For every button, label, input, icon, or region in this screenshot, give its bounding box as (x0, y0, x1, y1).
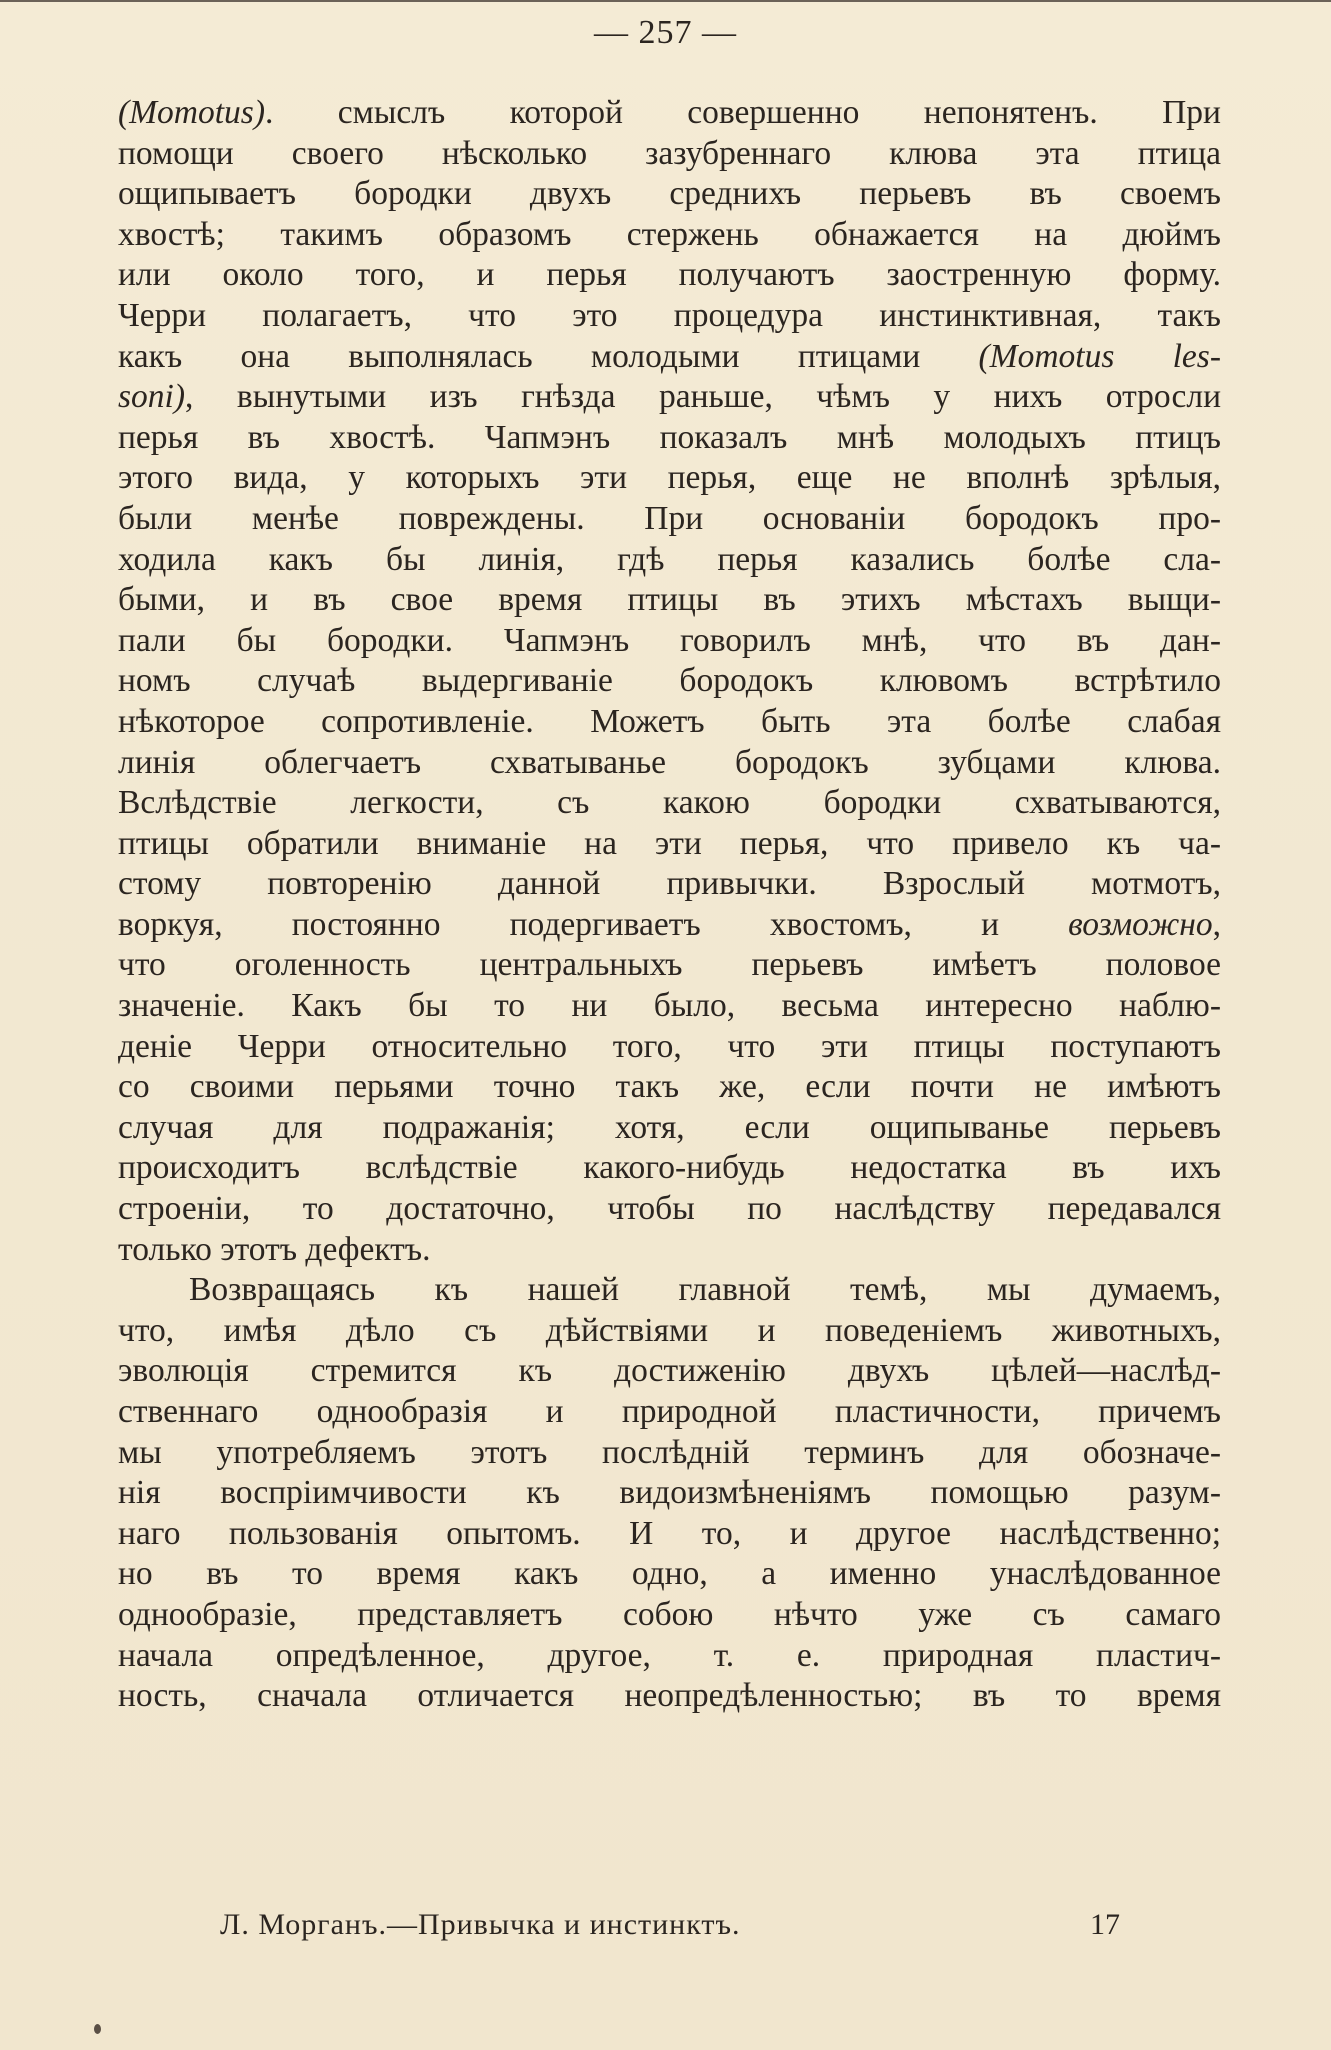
text-line (118, 215, 1221, 256)
text-line (118, 864, 1221, 905)
text-run: воркуя, постоянно подергиваетъ хвостомъ, и (118, 905, 1069, 943)
text-run: происходитъ вслѣдствіе какого-нибудь недостатка въ ихъ (118, 1149, 1221, 1187)
italic-text: (Momotus les- (978, 337, 1221, 375)
text-run: только этотъ дефектъ. (118, 1230, 431, 1268)
text-line (118, 1554, 1221, 1595)
text-line (118, 134, 1221, 175)
text-line (118, 783, 1221, 824)
text-line (118, 1067, 1221, 1108)
text-line (118, 337, 1221, 378)
text-line (118, 1351, 1221, 1392)
text-run: птицы обратили вниманіе на эти перья, что привело къ ча- (118, 824, 1221, 862)
text-run: Вслѣдствіе легкости, съ какою бородки схватываются, (118, 784, 1221, 822)
text-run: быми, и въ свое время птицы въ этихъ мѣстахъ выщи- (118, 581, 1221, 619)
text-run: этого вида, у которыхъ эти перья, еще не вполнѣ зрѣлыя, (118, 459, 1221, 497)
text-line (118, 540, 1221, 581)
text-line (118, 1514, 1221, 1555)
text-run: однообразіе, представляетъ собою нѣчто уже съ самаго (118, 1595, 1221, 1633)
text-line (118, 174, 1221, 215)
text-line (118, 743, 1221, 784)
text-line (118, 661, 1221, 702)
text-line (118, 377, 1221, 418)
text-run: эволюція стремится къ достиженію двухъ цѣлей—наслѣд- (118, 1352, 1221, 1390)
text-run: Возвращаясь къ нашей главной темѣ, мы думаемъ, (189, 1271, 1221, 1309)
text-run: были менѣе повреждены. При основаніи бородокъ про- (118, 499, 1221, 537)
text-run: стому повторенію данной привычки. Взрослый мотмотъ, (118, 865, 1221, 903)
text-line (118, 824, 1221, 865)
text-run: ственнаго однообразія и природной пластичности, причемъ (118, 1393, 1221, 1430)
text-line (118, 945, 1221, 986)
text-line (118, 1433, 1221, 1474)
text-run: ощипываетъ бородки двухъ среднихъ перьевъ въ своемъ (118, 175, 1221, 213)
text-line (118, 986, 1221, 1027)
text-run: случая для подражанія; хотя, если ощипыванье перьевъ (118, 1108, 1221, 1146)
text-line (118, 621, 1221, 662)
text-line (118, 580, 1221, 621)
text-line (118, 1108, 1221, 1149)
text-run: значеніе. Какъ бы то ни было, весьма интересно наблю- (118, 987, 1221, 1025)
text-run: номъ случаѣ выдергиваніе бородокъ клювомъ встрѣтило (118, 662, 1221, 700)
text-line (118, 418, 1221, 459)
text-line (118, 93, 1221, 134)
text-run: ность, сначала отличается неопредѣленностью; въ то время (118, 1677, 1221, 1715)
text-run: что оголенность центральныхъ перьевъ имѣетъ половое (118, 946, 1221, 984)
text-run: Черри полагаетъ, что это процедура инстинктивная, такъ (118, 296, 1221, 334)
italic-text: soni) (118, 378, 185, 416)
text-run: помощи своего нѣсколько зазубреннаго клюва эта птица (118, 134, 1221, 172)
italic-text: возможно (1068, 905, 1213, 943)
top-edge-rule (0, 0, 1331, 2)
text-line (118, 1473, 1221, 1514)
text-run: или около того, и перья получаютъ заостренную форму. (118, 256, 1221, 294)
text-run: мы употребляемъ этотъ послѣдній терминъ для обозначе- (118, 1433, 1221, 1471)
text-run: но въ то время какъ одно, а именно унаслѣдованное (118, 1555, 1221, 1593)
text-run: нія воспріимчивости къ видоизмѣненіямъ помощью разум- (118, 1474, 1221, 1512)
text-run: ходила какъ бы линія, гдѣ перья казались болѣе сла- (118, 540, 1221, 578)
text-line (118, 1311, 1221, 1352)
text-line (118, 255, 1221, 296)
text-line (118, 1230, 1221, 1271)
body-text (118, 93, 1221, 1717)
text-run: строеніи, то достаточно, чтобы по наслѣдству передавался (118, 1190, 1221, 1228)
text-line (118, 1270, 1221, 1311)
text-line (118, 905, 1221, 946)
text-line (118, 1392, 1221, 1433)
text-line (118, 1595, 1221, 1636)
text-line (118, 1148, 1221, 1189)
text-run: деніе Черри относительно того, что эти птицы поступаютъ (118, 1027, 1221, 1065)
footer-signature: Л. Морганъ.—Привычка и инстинктъ. (220, 1908, 741, 1941)
text-line (118, 702, 1221, 743)
text-run: хвостѣ; такимъ образомъ стержень обнажается на дюймъ (118, 215, 1221, 253)
text-run: со своими перьями точно такъ же, если почти не имѣютъ (118, 1068, 1221, 1106)
text-line (118, 1189, 1221, 1230)
text-run: . смыслъ которой совершенно непонятенъ. При (265, 94, 1221, 131)
text-line (118, 1636, 1221, 1677)
italic-text: (Momotus) (118, 94, 266, 131)
text-run: что, имѣя дѣло съ дѣйствіями и поведеніемъ животныхъ, (118, 1311, 1221, 1349)
text-run: перья въ хвостѣ. Чапмэнъ показалъ мнѣ молодыхъ птицъ (118, 418, 1221, 456)
ink-speck (94, 2024, 101, 2034)
text-run: какъ она выполнялась молодыми птицами (118, 337, 979, 375)
text-line (118, 458, 1221, 499)
page-footer (220, 1908, 1120, 1948)
text-line (118, 499, 1221, 540)
text-line (118, 296, 1221, 337)
text-line (118, 1027, 1221, 1068)
text-run: наго пользованія опытомъ. И то, и другое наслѣдственно; (118, 1514, 1221, 1552)
text-run: нѣкоторое сопротивленіе. Можетъ быть эта болѣе слабая (118, 702, 1221, 740)
text-run: пали бы бородки. Чапмэнъ говорилъ мнѣ, что въ дан- (118, 621, 1221, 659)
text-run: , (1212, 905, 1221, 943)
footer-sheet-number: 17 (1090, 1908, 1120, 1941)
text-run: , вынутыми изъ гнѣзда раньше, чѣмъ у нихъ отросли (185, 378, 1221, 416)
page-number: — 257 — (594, 14, 737, 51)
text-run: линія облегчаетъ схватыванье бородокъ зубцами клюва. (118, 743, 1221, 781)
text-run: начала опредѣленное, другое, т. е. природная пластич- (118, 1636, 1221, 1674)
text-line (118, 1676, 1221, 1717)
